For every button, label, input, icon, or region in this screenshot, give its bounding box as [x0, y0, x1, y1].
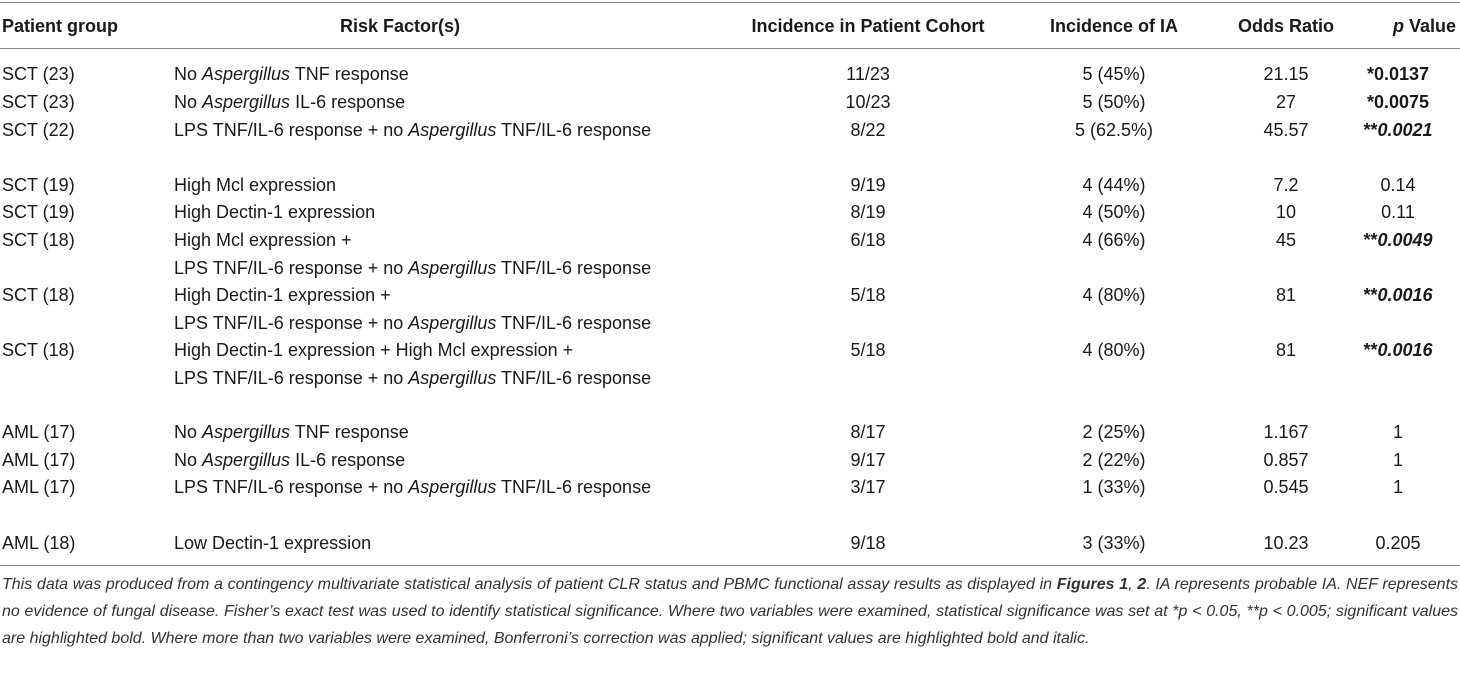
- risk-line2-italic: Aspergillus: [408, 257, 497, 278]
- risk-line1-italic: Aspergillus: [202, 450, 291, 470]
- patient-group-cell: SCT (18): [2, 340, 75, 360]
- risk-line1-pre: High Dectin-1 expression + High Mcl expression +: [174, 340, 574, 360]
- risk-factor-cell: [174, 337, 651, 392]
- odds-ratio-cell: 0.857: [1263, 450, 1309, 470]
- risk-line1-pre: No: [174, 92, 203, 112]
- risk-line1-pre: High Dectin-1 expression +: [174, 285, 391, 305]
- incidence-ia-cell: 4 (50%): [1082, 202, 1146, 222]
- risk-line1-italic: Aspergillus: [202, 92, 291, 112]
- patient-group-cell: AML (18): [2, 533, 76, 553]
- risk-line1-post: TNF response: [290, 422, 409, 442]
- patient-group-cell: SCT (23): [2, 92, 75, 112]
- risk-factor-cell: [174, 530, 371, 558]
- p-value-number: 0.0016: [1377, 285, 1433, 305]
- incidence-ia-cell: 5 (45%): [1082, 64, 1146, 84]
- odds-ratio-cell: 27: [1275, 92, 1297, 112]
- footnote-figures-ref: Figures 1: [1056, 576, 1129, 593]
- p-value-cell: [1350, 117, 1446, 145]
- risk-line2-italic: Aspergillus: [408, 367, 497, 388]
- table-footnote: [2, 571, 1458, 652]
- risk-line1-post: TNF/IL-6 response: [496, 477, 652, 497]
- incidence-ia-cell: 5 (50%): [1082, 92, 1146, 112]
- header-p-italic: p: [1392, 16, 1404, 36]
- odds-ratio-cell: 10: [1275, 202, 1297, 222]
- risk-line1-pre: No: [174, 64, 203, 84]
- risk-line2-italic: Aspergillus: [408, 312, 497, 333]
- footnote-part1: This data was produced from a contingency multivariate statistical analysis of patient CLR status and PBMC functional assay results as displayed in: [2, 576, 1057, 593]
- risk-factor-cell: [174, 419, 409, 447]
- header-odds-ratio: Odds Ratio: [1237, 16, 1334, 36]
- risk-factor-cell: [174, 227, 651, 282]
- p-value-cell: [1350, 61, 1446, 89]
- incidence-cohort-cell: 6/18: [850, 230, 886, 250]
- significance-stars: **: [1363, 230, 1378, 250]
- p-value-cell: [1350, 89, 1446, 117]
- p-value-cell: 0.14: [1380, 175, 1416, 195]
- patient-group-cell: SCT (22): [2, 120, 75, 140]
- incidence-ia-cell: 4 (44%): [1082, 175, 1146, 195]
- p-value-cell: [1350, 282, 1446, 310]
- risk-line1-pre: No: [174, 450, 203, 470]
- risk-line1-post: IL-6 response: [290, 92, 406, 112]
- risk-line2-pre: LPS TNF/IL-6 response + no: [174, 257, 409, 278]
- p-value-number: 0.0021: [1377, 120, 1433, 140]
- risk-line1-pre: LPS TNF/IL-6 response + no: [174, 477, 409, 497]
- header-risk-factors: Risk Factor(s): [339, 16, 461, 36]
- risk-factor-cell: [174, 61, 409, 89]
- risk-factor-cell: [174, 199, 375, 227]
- risk-line1-pre: Low Dectin-1 expression: [174, 533, 372, 553]
- table-bottom-rule: [0, 565, 1460, 566]
- odds-ratio-cell: 21.15: [1263, 64, 1309, 84]
- risk-line1-pre: LPS TNF/IL-6 response + no: [174, 120, 409, 140]
- incidence-cohort-cell: 8/22: [850, 120, 886, 140]
- p-value-cell: 1: [1392, 477, 1403, 497]
- incidence-ia-cell: 5 (62.5%): [1074, 120, 1154, 140]
- odds-ratio-cell: 0.545: [1263, 477, 1309, 497]
- significance-stars: *: [1366, 92, 1374, 112]
- p-value-cell: [1350, 227, 1446, 255]
- risk-line2-pre: LPS TNF/IL-6 response + no: [174, 367, 409, 388]
- incidence-cohort-cell: 5/18: [850, 340, 886, 360]
- odds-ratio-cell: 81: [1275, 285, 1297, 305]
- incidence-cohort-cell: 8/17: [850, 422, 886, 442]
- risk-line1-post: TNF response: [290, 64, 409, 84]
- risk-line1-italic: Aspergillus: [202, 422, 291, 442]
- patient-group-cell: SCT (18): [2, 285, 75, 305]
- incidence-cohort-cell: 3/17: [850, 477, 886, 497]
- significance-stars: **: [1363, 340, 1378, 360]
- p-value-cell: 0.11: [1381, 202, 1415, 222]
- risk-line1-pre: High Dectin-1 expression: [174, 202, 376, 222]
- risk-line1-post: TNF/IL-6 response: [496, 120, 652, 140]
- risk-factor-cell: [174, 117, 651, 145]
- incidence-cohort-cell: 11/23: [846, 64, 890, 84]
- incidence-ia-cell: 2 (22%): [1082, 450, 1146, 470]
- p-value-number: 0.0049: [1377, 230, 1433, 250]
- incidence-cohort-cell: 9/18: [850, 533, 886, 553]
- incidence-ia-cell: 3 (33%): [1082, 533, 1146, 553]
- patient-group-cell: SCT (18): [2, 230, 75, 250]
- significance-stars: **: [1363, 285, 1378, 305]
- p-value-cell: 1: [1392, 422, 1403, 442]
- risk-factor-cell: [174, 474, 651, 502]
- patient-group-cell: AML (17): [2, 422, 76, 442]
- risk-line1-italic: Aspergillus: [408, 120, 497, 140]
- incidence-ia-cell: 4 (80%): [1082, 340, 1146, 360]
- patient-group-cell: SCT (19): [2, 175, 75, 195]
- table-header-row: [0, 13, 1460, 39]
- risk-line2-post: TNF/IL-6 response: [496, 367, 652, 388]
- risk-line1-pre: No: [174, 422, 203, 442]
- incidence-ia-cell: 1 (33%): [1082, 477, 1146, 497]
- patient-group-cell: SCT (19): [2, 202, 75, 222]
- incidence-cohort-cell: 9/19: [850, 175, 886, 195]
- footnote-part2: . IA represents probable IA. NEF represents no evidence of fungal disease. Fisher’s exact test was used to identify statistical significance. Where two variables were examined, statistical significance was set at *p < 0.05, **p < 0.005; significant values are highlighted bold. Where more than two variables were examined, Bonferroni’s correction was applied; significant values are highlighted bold and italic.: [2, 576, 1459, 647]
- footnote-comma: ,: [1128, 576, 1138, 593]
- odds-ratio-cell: 81: [1275, 340, 1297, 360]
- header-p-value: [1340, 13, 1456, 39]
- incidence-cohort-cell: 8/19: [850, 202, 886, 222]
- p-value-number: 0.0137: [1373, 64, 1430, 84]
- odds-ratio-cell: 45: [1275, 230, 1297, 250]
- incidence-ia-cell: 2 (25%): [1082, 422, 1146, 442]
- p-value-number: 0.0016: [1377, 340, 1433, 360]
- header-p-rest: Value: [1403, 16, 1456, 36]
- header-incidence-ia: Incidence of IA: [1049, 16, 1179, 36]
- risk-factor-cell: [174, 447, 405, 475]
- p-value-number: 0.0075: [1373, 92, 1430, 112]
- odds-ratio-cell: 10.23: [1263, 533, 1309, 553]
- patient-group-cell: SCT (23): [2, 64, 75, 84]
- incidence-cohort-cell: 9/17: [850, 450, 886, 470]
- footnote-figure2-ref: 2: [1137, 576, 1147, 593]
- risk-line1-italic: Aspergillus: [202, 64, 291, 84]
- risk-factor-cell: [174, 89, 405, 117]
- patient-group-cell: AML (17): [2, 477, 76, 497]
- table-top-rule: [0, 2, 1460, 3]
- significance-stars: *: [1366, 64, 1374, 84]
- risk-line2-post: TNF/IL-6 response: [496, 312, 652, 333]
- patient-group-cell: AML (17): [2, 450, 76, 470]
- incidence-ia-cell: 4 (66%): [1082, 230, 1146, 250]
- p-value-cell: [1350, 337, 1446, 365]
- p-value-cell: 0.205: [1375, 533, 1421, 553]
- risk-factor-cell: [174, 172, 336, 200]
- p-value-cell: 1: [1392, 450, 1403, 470]
- header-incidence-cohort: Incidence in Patient Cohort: [751, 16, 985, 36]
- table-header-rule: [0, 48, 1460, 49]
- header-patient-group: Patient group: [2, 16, 118, 36]
- risk-line1-pre: High Mcl expression +: [174, 230, 352, 250]
- incidence-cohort-cell: 5/18: [850, 285, 886, 305]
- risk-line1-pre: High Mcl expression: [174, 175, 337, 195]
- incidence-cohort-cell: 10/23: [845, 92, 891, 112]
- odds-ratio-cell: 7.2: [1273, 175, 1299, 195]
- risk-factor-cell: [174, 282, 651, 337]
- significance-stars: **: [1363, 120, 1378, 140]
- odds-ratio-cell: 45.57: [1263, 120, 1309, 140]
- risk-line1-italic: Aspergillus: [408, 477, 497, 497]
- risk-line2-pre: LPS TNF/IL-6 response + no: [174, 312, 409, 333]
- odds-ratio-cell: 1.167: [1263, 422, 1309, 442]
- incidence-ia-cell: 4 (80%): [1082, 285, 1146, 305]
- risk-line1-post: IL-6 response: [290, 450, 406, 470]
- risk-line2-post: TNF/IL-6 response: [496, 257, 652, 278]
